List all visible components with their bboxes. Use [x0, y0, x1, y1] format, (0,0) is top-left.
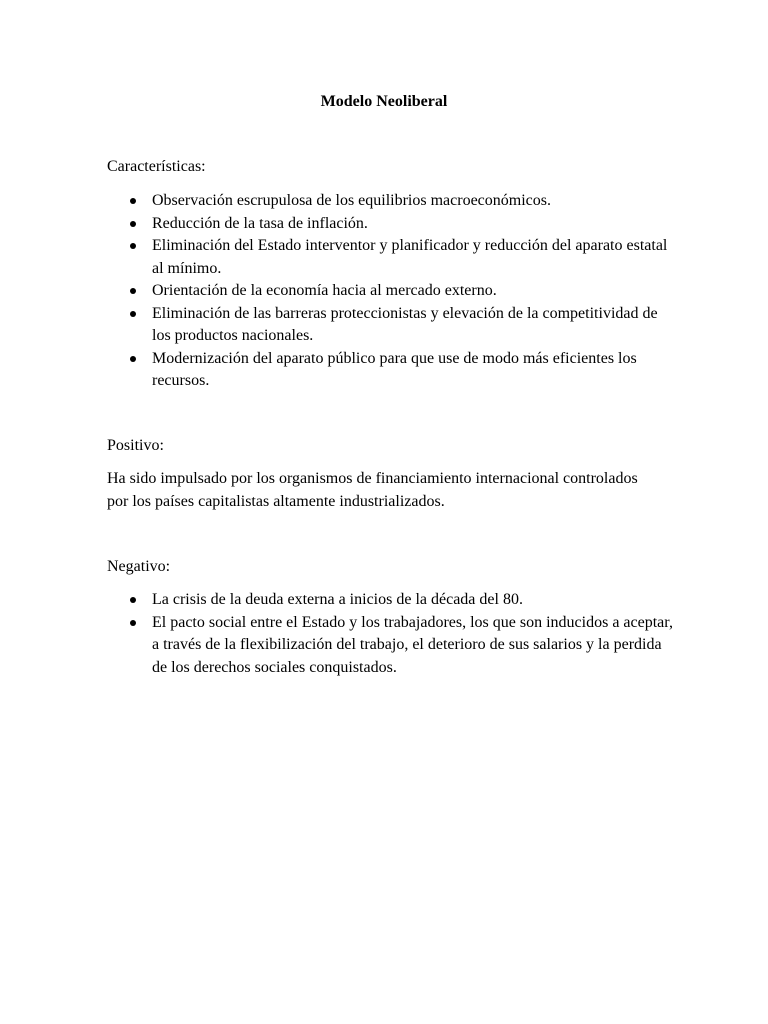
- positivo-heading: Positivo:: [107, 437, 164, 454]
- list-item: [107, 348, 677, 393]
- caracteristicas-list: [107, 190, 677, 393]
- list-item: [107, 612, 677, 680]
- list-item-text: Modernización del aparato público para que use de modo más eficientes los recursos.: [152, 349, 637, 389]
- negativo-list: [107, 589, 677, 679]
- list-item: [107, 303, 677, 348]
- list-item-text: Orientación de la economía hacia al mercado externo.: [152, 282, 497, 299]
- list-item: [107, 213, 677, 236]
- list-item: [107, 235, 677, 280]
- caracteristicas-heading: Características:: [107, 158, 206, 175]
- list-item-text: Observación escrupulosa de los equilibrios macroeconómicos.: [152, 192, 551, 209]
- list-item: [107, 280, 677, 303]
- negativo-heading: Negativo:: [107, 558, 171, 575]
- list-item-text: Eliminación de las barreras proteccionistas y elevación de la competitividad de los productos nacionales.: [152, 304, 658, 344]
- document-title: Modelo Neoliberal: [320, 93, 448, 110]
- list-item-text: El pacto social entre el Estado y los trabajadores, los que son inducidos a aceptar, a través de la flexibilización del trabajo, el deterioro de sus salarios y la perdida de los derechos sociales conquistados.: [152, 613, 673, 676]
- list-item: [107, 589, 677, 612]
- positivo-paragraph: Ha sido impulsado por los organismos de financiamiento internacional controlados por los países capitalistas altamente industrializados.: [107, 470, 638, 510]
- list-item: [107, 190, 677, 213]
- list-item-text: Reducción de la tasa de inflación.: [152, 214, 368, 232]
- list-item-text: La crisis de la deuda externa a inicios de la década del 80.: [152, 591, 523, 608]
- list-item-text: Eliminación del Estado interventor y planificador y reducción del aparato estatal al mínimo.: [152, 237, 668, 277]
